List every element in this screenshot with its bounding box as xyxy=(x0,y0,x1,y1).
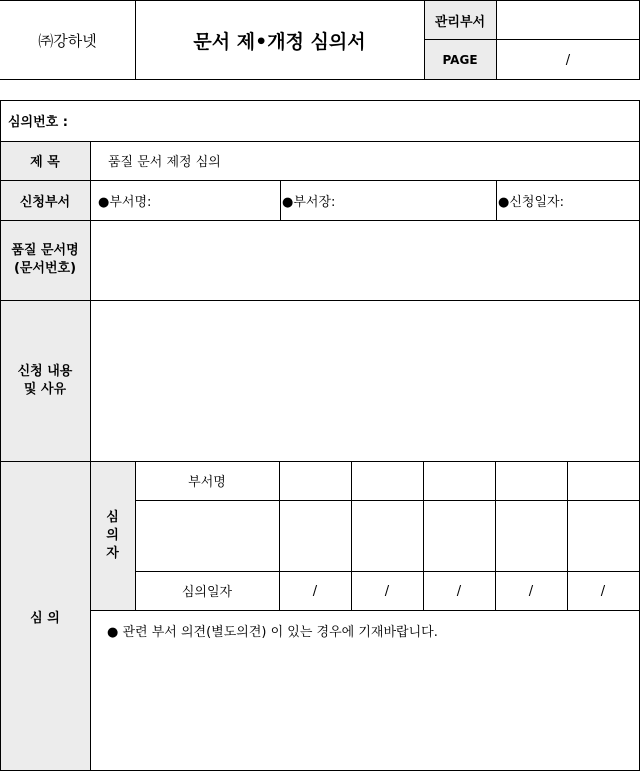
review-date-cell[interactable]: / xyxy=(312,583,318,599)
request-dept-label: 신청부서 xyxy=(19,194,71,210)
doc-name-field[interactable] xyxy=(91,221,639,300)
review-opinion-field[interactable] xyxy=(91,645,639,770)
reviewer-signature-cell[interactable] xyxy=(280,501,351,571)
reviewer-label xyxy=(90,461,135,611)
reviewer-dept-cell[interactable] xyxy=(352,462,423,500)
page-number: / xyxy=(565,52,571,68)
review-date-cell[interactable]: / xyxy=(384,583,390,599)
reviewer-label-char: 자 xyxy=(106,546,119,561)
review-number-field[interactable] xyxy=(100,100,630,141)
page-title: 문서 제•개정 심의서 xyxy=(193,30,366,53)
dept-name-field[interactable]: ●부서명: xyxy=(98,194,152,210)
doc-name-label-line2: (문서번호) xyxy=(13,261,77,276)
request-content-label-line1: 신청 내용 xyxy=(17,363,73,379)
reviewer-dept-cell[interactable] xyxy=(496,462,567,500)
doc-name-label xyxy=(0,220,90,300)
request-content-field[interactable] xyxy=(91,301,639,461)
reviewer-label-char: 의 xyxy=(106,528,119,543)
request-content-label xyxy=(0,300,90,461)
reviewer-signature-label-cell xyxy=(136,501,279,571)
doc-name-label-line1: 품질 문서명 xyxy=(11,243,79,258)
reviewer-dept-cell[interactable] xyxy=(280,462,351,500)
reviewer-signature-cell[interactable] xyxy=(496,501,567,571)
reviewer-signature-cell[interactable] xyxy=(568,501,639,571)
review-date-label: 심의일자 xyxy=(181,585,233,600)
dept-head-field[interactable]: ●부서장: xyxy=(282,194,336,210)
reviewer-dept-label: 부서명 xyxy=(188,475,226,490)
review-date-cell[interactable]: / xyxy=(600,583,606,599)
dept-label: 관리부서 xyxy=(434,14,486,30)
review-date-cell[interactable]: / xyxy=(528,583,534,599)
reviewer-dept-cell[interactable] xyxy=(568,462,639,500)
review-opinion-note: ● 관련 부서 의견(별도의견) 이 있는 경우에 기재바랍니다. xyxy=(107,625,438,640)
reviewer-dept-cell[interactable] xyxy=(424,462,495,500)
review-number-label: 심의번호 : xyxy=(8,115,68,130)
dept-value[interactable] xyxy=(496,0,640,40)
company-name: ㈜강하넷 xyxy=(38,31,97,50)
reviewer-signature-cell[interactable] xyxy=(352,501,423,571)
reviewer-label-char: 심 xyxy=(106,510,119,525)
subject-label: 제 목 xyxy=(30,155,60,170)
page-label: PAGE xyxy=(442,53,478,67)
review-section-label: 심 의 xyxy=(30,610,60,626)
reviewer-signature-cell[interactable] xyxy=(424,501,495,571)
subject-field[interactable]: 품질 문서 제정 심의 xyxy=(108,155,221,170)
request-content-label-line2: 및 사유 xyxy=(23,381,67,397)
review-date-cell[interactable]: / xyxy=(456,583,462,599)
request-date-field[interactable]: ●신청일자: xyxy=(498,194,564,210)
